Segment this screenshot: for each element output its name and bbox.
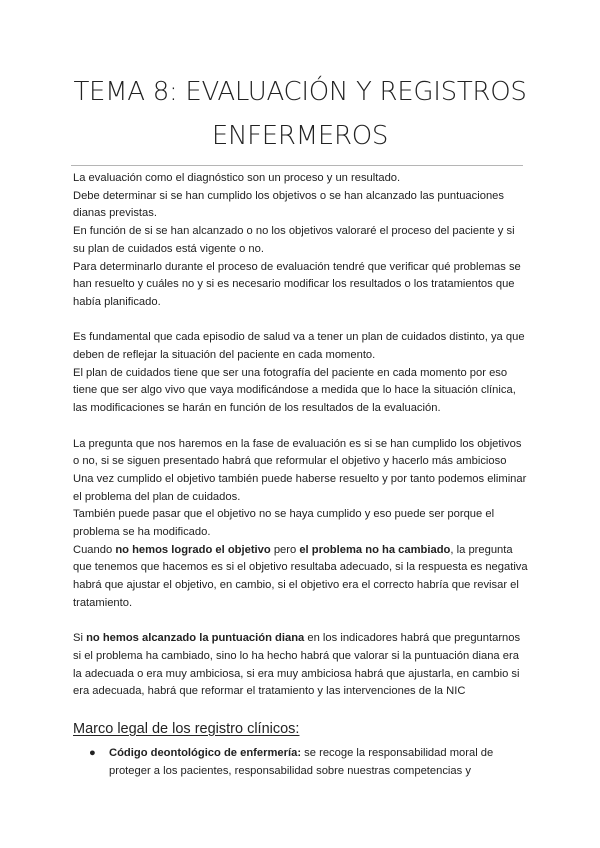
list-item-text: se recoge la responsabilidad moral de proteger a los pacientes, responsabilidad sobre nuestras competencias y xyxy=(109,747,494,777)
bullet-list xyxy=(73,745,528,780)
bullet-icon: ● xyxy=(89,747,96,760)
p10-text-3: , la pregunta que tenemos que hacemos es si el objetivo resultaba adecuado, si la respuesta es negativa habrá que ajustar el objetivo, en cambio, si el objetivo era el correcto habría que revisar el tratamiento. xyxy=(73,543,528,609)
title-divider xyxy=(71,165,523,166)
paragraph-1: La evaluación como el diagnóstico son un proceso y un resultado. xyxy=(73,172,401,184)
title-line-2: ENFERMEROS xyxy=(211,121,389,151)
paragraph-10 xyxy=(73,542,528,613)
p11-text-2: en los indicadores habrá que preguntarnos si el problema ha cambiado, sino lo ha hecho habrá que valorar si la puntuación diana era la adecuada o era muy ambiciosa, si era muy ambiciosa habrá que ajustarla, en cambio si era adecuada, habrá que reformar el tratamiento y las intervenciones de la NIC xyxy=(73,632,521,698)
p11-bold-1: no hemos alcanzado la puntuación diana xyxy=(86,632,305,645)
p11-text-1: Si xyxy=(73,632,87,645)
document-body xyxy=(73,170,528,780)
p10-bold-2: el problema no ha cambiado xyxy=(299,543,451,556)
paragraph-11 xyxy=(73,630,528,701)
list-item xyxy=(89,745,528,780)
p10-text-2: pero xyxy=(270,543,300,556)
paragraph-6: El plan de cuidados tiene que ser una fotografía del paciente en cada momento por eso tiene que ser algo vivo que vaya modificándose a medida que lo hace la situación clínica, las modificaciones se harán en función de los resultados de la evaluación. xyxy=(73,366,516,415)
p10-bold-1: no hemos logrado el objetivo xyxy=(115,543,271,556)
paragraph-7: La pregunta que nos haremos en la fase de evaluación es si se han cumplido los objetivos o no, si se siguen presentado habrá que reformular el objetivo y hacerlo más ambicioso xyxy=(73,437,522,468)
paragraph-gap xyxy=(73,613,528,631)
p10-text-1: Cuando xyxy=(73,543,116,556)
paragraph-3: En función de si se han alcanzado o no los objetivos valoraré el proceso del paciente y si su plan de cuidados está vigente o no. xyxy=(73,225,515,255)
paragraph-4: Para determinarlo durante el proceso de evaluación tendré que verificar qué problemas se han resuelto y cuáles no y si es necesario modificar los resultados o los tratamientos que había planificado. xyxy=(73,260,521,308)
list-item-bold: Código deontológico de enfermería: xyxy=(109,747,302,760)
paragraph-5: Es fundamental que cada episodio de salud va a tener un plan de cuidados distinto, ya que deben de reflejar la situación del paciente en cada momento. xyxy=(73,331,525,362)
document-title xyxy=(40,70,560,158)
section-heading: Marco legal de los registro clínicos: xyxy=(73,721,300,738)
paragraph-2: Debe determinar si se han cumplido los objetivos o se han alcanzado las puntuaciones dianas previstas. xyxy=(73,189,504,220)
paragraph-gap xyxy=(73,312,528,330)
title-line-1: TEMA 8: EVALUACIÓN Y REGISTROS xyxy=(73,77,527,107)
paragraph-gap xyxy=(73,418,528,436)
paragraph-8: Una vez cumplido el objetivo también puede haberse resuelto y por tanto podemos eliminar el problema del plan de cuidados. xyxy=(73,472,527,503)
paragraph-9: También puede pasar que el objetivo no se haya cumplido y eso puede ser porque el problema se ha modificado. xyxy=(73,508,495,539)
